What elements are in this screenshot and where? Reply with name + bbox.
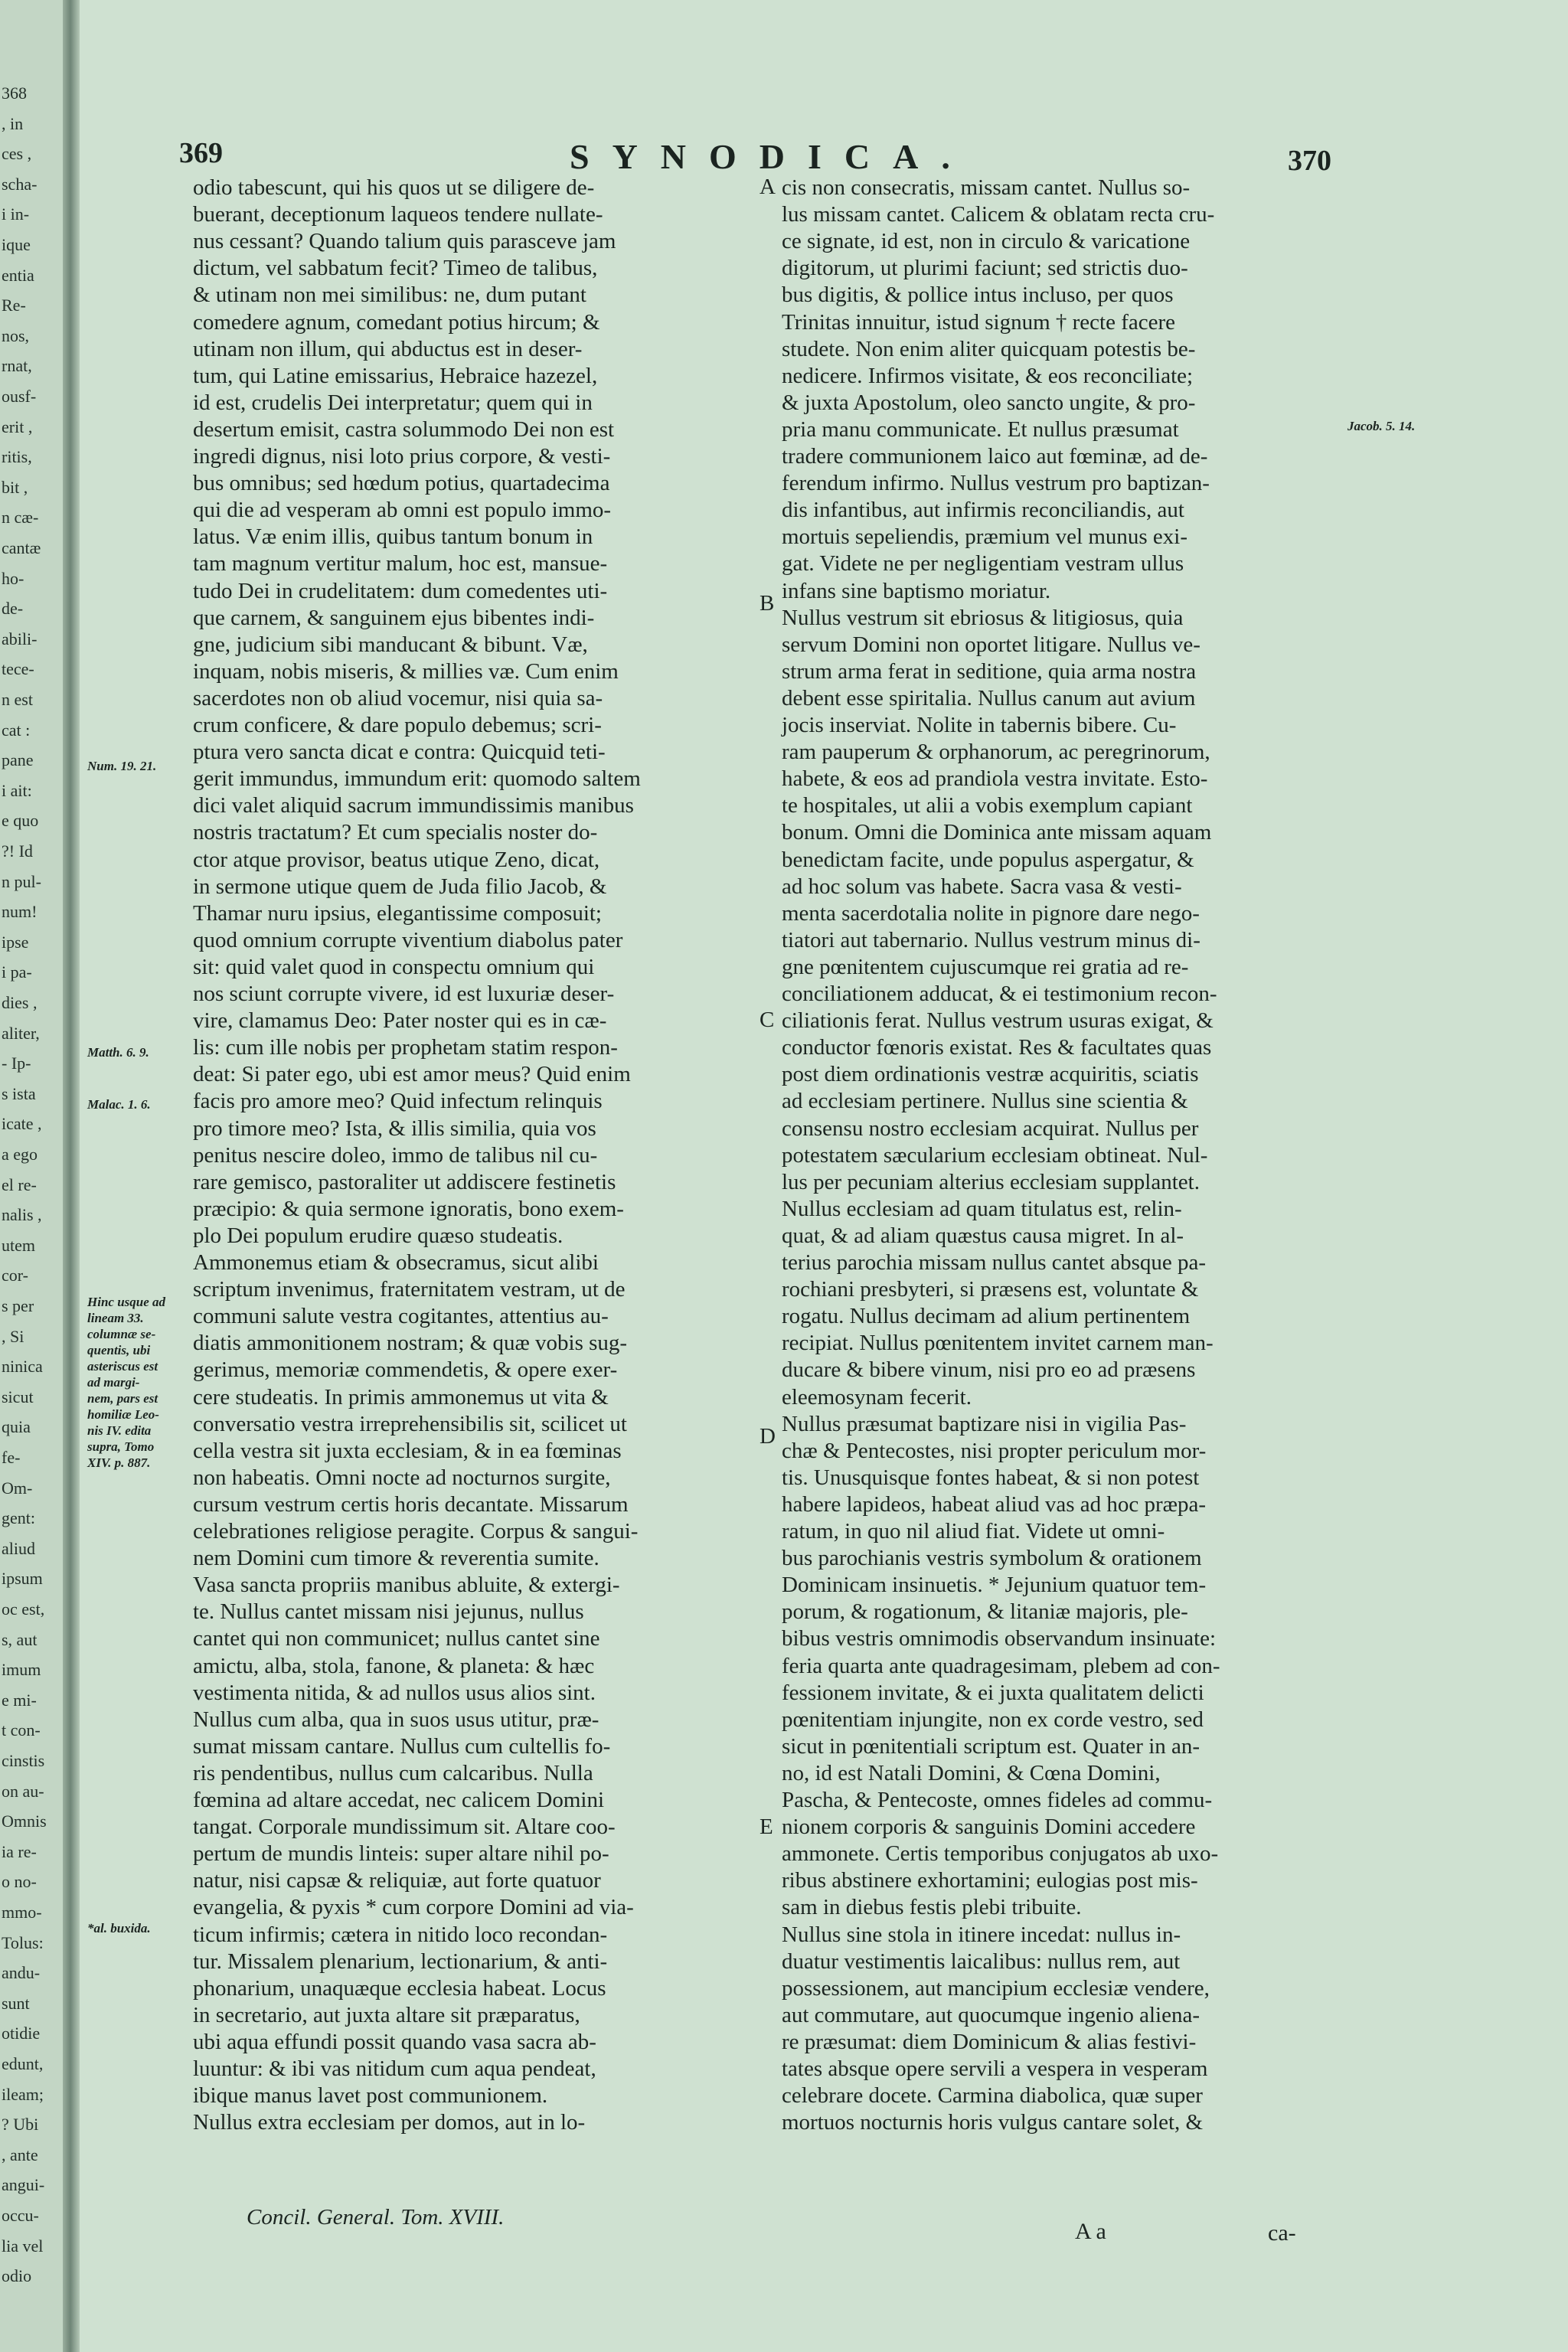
- previous-page-fragment: s per: [2, 1296, 34, 1315]
- margin-note-line: supra, Tomo: [87, 1439, 155, 1454]
- text-line: cursum vestrum certis horis decantate. Missarum: [193, 1491, 629, 1517]
- text-line: amictu, alba, stola, fanone, & planeta: & hæc: [193, 1653, 595, 1678]
- text-line: gerimus, memoriæ commendetis, & opere exer-: [193, 1357, 618, 1383]
- previous-page-fragment: Tolus:: [2, 1932, 44, 1952]
- previous-page-fragment: lia vel: [2, 2236, 44, 2256]
- text-line: Nullus vestrum sit ebriosus & litigiosus, quia: [782, 605, 1184, 630]
- previous-page-fragment: 368: [2, 83, 27, 103]
- text-line: scriptum invenimus, fraternitatem vestram, ut de: [193, 1277, 626, 1302]
- margin-note-homily-source: [87, 1294, 165, 1471]
- margin-note-line: asteriscus est: [87, 1359, 158, 1374]
- text-line: Vasa sancta propriis manibus abluite, & extergi-: [193, 1573, 620, 1598]
- text-line: ubi aqua effundi possit quando vasa sacra ab-: [193, 2029, 596, 2054]
- text-line: plo Dei populum erudire quæso studeatis.: [193, 1223, 564, 1248]
- text-line: cis non consecratis, missam cantet. Nullus so-: [782, 175, 1191, 200]
- text-line: no, id est Natali Domini, & Cœna Domini,: [782, 1760, 1161, 1785]
- previous-page-fragment: entia: [2, 265, 34, 285]
- text-line: ticum infirmis; cætera in nitido loco recondan-: [193, 1922, 608, 1947]
- text-line: quat, & ad aliam quæstus causa migret. In al-: [782, 1223, 1184, 1248]
- text-line: Nullus præsumat baptizare nisi in vigilia Pas-: [782, 1411, 1187, 1436]
- text-line: rare gemisco, pastoraliter ut addiscere festinetis: [193, 1169, 616, 1194]
- previous-page-fragment: cinstis: [2, 1751, 45, 1770]
- text-line: nionem corporis & sanguinis Domini accedere: [782, 1815, 1196, 1840]
- text-line: Thamar nuru ipsius, elegantissime composuit;: [193, 900, 602, 926]
- right-page-number: 370: [1288, 145, 1331, 177]
- text-line: ingredi dignus, nisi loto prius corpore, & vesti-: [193, 444, 611, 469]
- previous-page-fragment: ipse: [2, 932, 29, 952]
- previous-page-fragment: num!: [2, 902, 38, 922]
- previous-page-fragment: ousf-: [2, 387, 37, 406]
- text-line: aut commutare, aut quocumque ingenio aliena-: [782, 2002, 1200, 2027]
- previous-page-fragment: el re-: [2, 1174, 37, 1194]
- text-line: ferendum infirmo. Nullus vestrum pro baptizan-: [782, 471, 1210, 496]
- text-line: cere studeatis. In primis ammonemus ut vita &: [193, 1384, 609, 1410]
- section-marker-c: C: [760, 1008, 775, 1032]
- text-line: celebrationes religiose peragite. Corpus & sangui-: [193, 1519, 639, 1544]
- text-line: fessionem invitate, & ei juxta qualitatem delicti: [782, 1680, 1204, 1705]
- text-line: tis. Unusquisque fontes habeat, & si non potest: [782, 1465, 1200, 1490]
- text-line: debent esse spiritalia. Nullus canum aut avium: [782, 685, 1196, 710]
- text-line: feria quarta ante quadragesimam, plebem ad con-: [782, 1653, 1220, 1678]
- text-line: nem Domini cum timore & reverentia sumite.: [193, 1546, 599, 1571]
- text-line: dictum, vel sabbatum fecit? Timeo de talibus,: [193, 256, 598, 281]
- text-line: conductor fœnoris existat. Res & facultates quas: [782, 1035, 1212, 1060]
- text-line: nedicere. Infirmos visitate, & eos reconciliate;: [782, 363, 1194, 388]
- text-line: re præsumat: diem Dominicum & alias festivi-: [782, 2029, 1197, 2054]
- previous-page-fragment: aliud: [2, 1538, 35, 1558]
- text-line: & juxta Apostolum, oleo sancto ungite, & pro-: [782, 390, 1196, 415]
- previous-page-fragment: n est: [2, 690, 33, 709]
- text-line: potestatem sæcularium ecclesiam obtineat. Nul-: [782, 1142, 1208, 1168]
- text-line: buerant, deceptionum laqueos tendere nullate-: [193, 202, 603, 227]
- text-line: penitus nescire doleo, immo de talibus nil cu-: [193, 1142, 598, 1168]
- text-line: ptura vero sancta dicat e contra: Quicquid teti-: [193, 740, 606, 765]
- text-line: habete, & eos ad prandiola vestra invitate. Esto-: [782, 766, 1208, 792]
- previous-page-fragment: nalis ,: [2, 1205, 42, 1225]
- text-line: post diem ordinationis vestræ acquiritis, sciatis: [782, 1062, 1199, 1087]
- previous-page-fragment: o no-: [2, 1872, 37, 1892]
- text-line: bibus vestris omnimodis observandum insinuate:: [782, 1626, 1217, 1651]
- left-page-number: 369: [179, 137, 223, 169]
- previous-page-fragment: ? Ubi: [2, 2115, 39, 2135]
- text-line: servum Domini non oportet litigare. Nullus ve-: [782, 632, 1200, 657]
- previous-page-fragment: n cæ-: [2, 508, 39, 528]
- previous-page-fragment: utem: [2, 1235, 35, 1255]
- previous-page-fragment: i pa-: [2, 962, 32, 982]
- text-line: mortuis sepeliendis, præmium vel munus exi-: [782, 524, 1188, 550]
- previous-page-fragment: , ante: [2, 2145, 38, 2164]
- section-marker-e: E: [760, 1815, 773, 1839]
- text-line: ram pauperum & orphanorum, ac peregrinorum,: [782, 740, 1210, 765]
- section-marker-a: A: [760, 175, 776, 199]
- text-line: natur, nisi capsæ & reliquiæ, aut forte quatuor: [193, 1868, 601, 1893]
- text-line: lus missam cantet. Calicem & oblatam recta cru-: [782, 202, 1215, 227]
- text-line: menta sacerdotalia nolite in pignore dare nego-: [782, 900, 1200, 926]
- text-line: dici valet aliquid sacrum immundissimis manibus: [193, 793, 634, 818]
- page-title: SYNODICA.: [570, 137, 973, 176]
- text-line: gne, judicium sibi manducant & bibunt. Væ,: [193, 632, 588, 657]
- margin-note-line: quentis, ubi: [87, 1343, 151, 1357]
- previous-page-fragment: erit ,: [2, 416, 33, 436]
- text-line: tangat. Corporale mundissimum sit. Altare coo-: [193, 1815, 616, 1840]
- text-line: conciliationem adducat, & ei testimonium recon-: [782, 982, 1217, 1006]
- text-line: ammonete. Certis temporibus conjugatos ab uxo-: [782, 1841, 1219, 1867]
- text-line: terius parochia missam nullus cantet absque pa-: [782, 1250, 1207, 1275]
- previous-page-fragment: i ait:: [2, 780, 32, 800]
- previous-page-fragment: Om-: [2, 1478, 33, 1498]
- text-line: possessionem, aut mancipium ecclesiæ vendere,: [782, 1975, 1210, 2001]
- previous-page-fragment: on au-: [2, 1781, 44, 1801]
- text-line: rogatu. Nullus decimam ad alium pertinentem: [782, 1304, 1191, 1329]
- margin-note-line: homiliæ Leo-: [87, 1407, 159, 1422]
- previous-page-fragment: sunt: [2, 1993, 30, 2013]
- text-line: digitorum, ut plurimi faciunt; sed strictis duo-: [782, 256, 1188, 281]
- previous-page-fragment: occu-: [2, 2206, 39, 2225]
- previous-page-fragment: Re-: [2, 296, 26, 315]
- previous-page-fragment: n pul-: [2, 871, 41, 891]
- previous-page-fragment: nos,: [2, 325, 30, 345]
- margin-note-line: nis IV. edita: [87, 1423, 152, 1438]
- text-line: te hospitales, ut alii a vobis exemplum capiant: [782, 793, 1193, 818]
- text-line: bus omnibus; sed hœdum potius, quartadecima: [193, 471, 610, 496]
- text-line: gne pœnitentem cujuscumque rei gratia ad re-: [782, 954, 1189, 979]
- previous-page-fragment: tece-: [2, 659, 34, 679]
- text-line: jocis inserviat. Nolite in tabernis bibere. Cu-: [782, 713, 1177, 737]
- text-line: cella vestra sit juxta ecclesiam, & in ea fœminas: [193, 1438, 622, 1463]
- text-line: studete. Non enim aliter quicquam potestis be-: [782, 336, 1196, 361]
- text-line: nostris tractatum? Et cum specialis noster do-: [193, 820, 598, 845]
- text-line: ribus abstinere exhortamini; eulogias post mis-: [782, 1868, 1198, 1893]
- text-line: quod omnium corrupte viventium diabolus pater: [193, 927, 623, 952]
- text-line: vestimenta nitida, & ad nullos usus alios sint.: [193, 1680, 596, 1705]
- text-line: ducare & bibere vinum, nisi pro eo ad præsens: [782, 1357, 1196, 1383]
- previous-page-fragment: ?! Id: [2, 841, 33, 861]
- text-line: infans sine baptismo moriatur.: [782, 578, 1051, 603]
- previous-page-fragment: - Ip-: [2, 1054, 31, 1073]
- text-line: te. Nullus cantet missam nisi jejunus, nullus: [193, 1599, 584, 1625]
- previous-page-fragment: cantæ: [2, 538, 41, 557]
- text-line: strum arma ferat in seditione, quia arma nostra: [782, 658, 1197, 684]
- previous-page-fragment: icate ,: [2, 1114, 42, 1134]
- text-line: ibique manus lavet post communionem.: [193, 2083, 548, 2109]
- text-line: ctor atque provisor, beatus utique Zeno, dicat,: [193, 847, 600, 872]
- text-line: tam magnum vertitur malum, hoc est, mansue-: [193, 551, 608, 577]
- previous-page-fragment: ique: [2, 235, 31, 254]
- previous-page-fragment: Omnis: [2, 1811, 47, 1831]
- text-line: deat: Si pater ego, ubi est amor meus? Quid enim: [193, 1062, 631, 1087]
- text-line: evangelia, & pyxis * cum corpore Domini ad via-: [193, 1895, 634, 1920]
- text-line: præcipio: & quia sermone ignoratis, bono exem-: [193, 1196, 624, 1221]
- text-line: rochiani presbyteri, si præsens est, voluntate &: [782, 1277, 1199, 1302]
- text-line: odio tabescunt, qui his quos ut se diligere de-: [193, 175, 595, 200]
- text-line: luuntur: & ibi vas nitidum cum aqua pendeat,: [193, 2056, 596, 2081]
- margin-note-matth: Matth. 6. 9.: [87, 1045, 149, 1060]
- text-line: nos sciunt corrupte vivere, id est luxuriæ deser-: [193, 982, 615, 1006]
- previous-page-fragment: edunt,: [2, 2054, 44, 2073]
- text-line: habere lapideos, habeat aliud vas ad hoc præpa-: [782, 1491, 1207, 1517]
- text-line: tradere communionem laico aut fœminæ, ad de-: [782, 444, 1208, 469]
- previous-page-fragment: t con-: [2, 1720, 41, 1740]
- text-line: lis: cum ille nobis per prophetam statim respon-: [193, 1035, 618, 1060]
- text-line: comedere agnum, comedant potius hircum; &: [193, 309, 600, 335]
- text-line: & utinam non mei similibus: ne, dum putant: [193, 283, 586, 308]
- text-line: eleemosynam fecerit.: [782, 1384, 972, 1410]
- text-line: vire, clamamus Deo: Pater noster qui es in cæ-: [193, 1008, 607, 1034]
- previous-page-fragment: cor-: [2, 1266, 28, 1285]
- text-line: pertum de mundis linteis: super altare nihil po-: [193, 1841, 609, 1867]
- text-line: dis infantibus, aut infirmis reconciliandis, aut: [782, 498, 1184, 523]
- text-line: Nullus ecclesiam ad quam titulatus est, relin-: [782, 1196, 1182, 1221]
- text-line: bus parochianis vestris symbolum & orationem: [782, 1546, 1202, 1571]
- text-line: id est, crudelis Dei interpretatur; quem qui in: [193, 390, 593, 415]
- text-line: qui die ad vesperam ab omni est populo immo-: [193, 498, 612, 523]
- previous-page-fragment: i in-: [2, 204, 30, 224]
- previous-page-fragment: , in: [2, 113, 24, 133]
- text-line: tur. Missalem plenarium, lectionarium, & anti-: [193, 1949, 608, 1974]
- text-line: benedictam facite, unde populus aspergatur, &: [782, 847, 1194, 872]
- previous-page-fragment: rnat,: [2, 356, 32, 376]
- text-line: ris pendentibus, nullus cum calcaribus. Nulla: [193, 1760, 593, 1785]
- text-line: gat. Videte ne per negligentiam vestram ullus: [782, 551, 1184, 577]
- text-line: porum, & rogationum, & litaniæ majoris, ple-: [782, 1599, 1188, 1625]
- margin-note-line: lineam 33.: [87, 1311, 144, 1325]
- text-line: diatis ammonitionem nostram; & quæ vobis sug-: [193, 1331, 628, 1356]
- text-line: duatur vestimentis laicalibus: nullus rem, aut: [782, 1949, 1181, 1974]
- text-line: tates absque opere servili a vespera in vesperam: [782, 2056, 1208, 2081]
- text-line: desertum emisit, castra solummodo Dei non est: [193, 416, 615, 442]
- text-line: utinam non illum, qui abductus est in deser-: [193, 336, 583, 361]
- footer-source: Concil. General. Tom. XVIII.: [247, 2205, 505, 2230]
- previous-page-fragment: ninica: [2, 1357, 43, 1377]
- text-line: crum conficere, & dare populo debemus; scri-: [193, 713, 602, 737]
- text-line: non habeatis. Omni nocte ad nocturnos surgite,: [193, 1465, 611, 1490]
- previous-page-fragment: ileam;: [2, 2084, 44, 2104]
- margin-note-malac: Malac. 1. 6.: [87, 1097, 151, 1112]
- text-line: ciliationis ferat. Nullus vestrum usuras exigat, &: [782, 1008, 1214, 1034]
- previous-page-fragment: bit ,: [2, 477, 28, 497]
- previous-page-fragment: angui-: [2, 2175, 45, 2195]
- text-line: pro timore meo? Ista, & illis similia, quia vos: [193, 1116, 596, 1141]
- margin-note-jacob: Jacob. 5. 14.: [1348, 419, 1416, 433]
- margin-note-line: columnæ se-: [87, 1327, 156, 1341]
- text-line: nus cessant? Quando talium quis parasceve jam: [193, 229, 616, 254]
- text-line: Dominicam insinuetis. * Jejunium quatuor tem-: [782, 1573, 1207, 1598]
- previous-page-fragment: otidie: [2, 2024, 41, 2043]
- previous-page-fragment: abili-: [2, 629, 38, 648]
- margin-note-line: ad margi-: [87, 1375, 140, 1390]
- section-marker-d: D: [760, 1424, 776, 1449]
- book-spine: [63, 0, 80, 2352]
- text-line: tudo Dei in crudelitatem: dum comedentes uti-: [193, 578, 608, 603]
- previous-page-fragment: s, aut: [2, 1629, 38, 1649]
- previous-page-fragment: andu-: [2, 1963, 41, 1983]
- footer-catchword: ca-: [1268, 2220, 1296, 2246]
- text-line: sit: quid valet quod in conspectu omnium qui: [193, 954, 595, 979]
- text-line: facis pro amore meo? Quid infectum relinquis: [193, 1089, 603, 1114]
- footer-signature: A a: [1075, 2219, 1106, 2244]
- text-line: lus per pecuniam alterius ecclesiam supplantet.: [782, 1169, 1200, 1194]
- text-line: bonum. Omni die Dominica ante missam aquam: [782, 820, 1212, 845]
- text-line: sacerdotes non ob aliud vocemur, nisi quia sa-: [193, 685, 603, 710]
- margin-note-buxida: *al. buxida.: [87, 1921, 151, 1936]
- text-line: conversatio vestra irreprehensibilis sit, scilicet ut: [193, 1411, 627, 1436]
- previous-page-fragment: scha-: [2, 174, 38, 194]
- text-line: latus. Væ enim illis, quibus tantum bonum in: [193, 524, 593, 550]
- previous-page-fragment: ho-: [2, 568, 24, 588]
- text-line: Nullus extra ecclesiam per domos, aut in lo-: [193, 2110, 586, 2135]
- previous-page-fragment: cat :: [2, 720, 31, 740]
- previous-page-fragment: fe-: [2, 1448, 21, 1467]
- text-line: sam in diebus festis plebi tribuite.: [782, 1895, 1082, 1920]
- text-line: recipiat. Nullus pœnitentem invitet carnem man-: [782, 1331, 1214, 1356]
- previous-page-fragment: aliter,: [2, 1023, 40, 1043]
- previous-page-fragment: dies ,: [2, 993, 38, 1012]
- text-line: sumat missam cantare. Nullus cum cultellis fo-: [193, 1733, 611, 1759]
- previous-page-fragment: , Si: [2, 1326, 24, 1346]
- text-line: Ammonemus etiam & obsecramus, sicut alibi: [193, 1250, 599, 1275]
- text-line: in sermone utique quem de Juda filio Jacob, &: [193, 874, 607, 899]
- section-marker-b: B: [760, 591, 775, 616]
- previous-page-fragment: e mi-: [2, 1690, 37, 1710]
- margin-note-line: XIV. p. 887.: [87, 1455, 151, 1470]
- text-line: bus digitis, & pollice intus incluso, per quos: [782, 283, 1174, 308]
- text-line: pria manu communicate. Et nullus præsumat: [782, 416, 1179, 442]
- previous-page-fragment: odio: [2, 2266, 32, 2286]
- text-line: in secretario, aut juxta altare sit præparatus,: [193, 2002, 580, 2027]
- margin-note-line: Hinc usque ad: [87, 1295, 166, 1309]
- previous-page-fragment: oc est,: [2, 1599, 45, 1619]
- previous-page-fragment: quia: [2, 1417, 31, 1437]
- previous-page-fragment: sicut: [2, 1387, 34, 1406]
- previous-page-fragment: de-: [2, 599, 24, 619]
- text-line: Nullus cum alba, qua in suos usus utitur, præ-: [193, 1707, 599, 1732]
- text-line: celebrare docete. Carmina diabolica, quæ super: [782, 2083, 1203, 2109]
- text-line: ad ecclesiam pertinere. Nullus sine scientia &: [782, 1089, 1188, 1114]
- text-line: ratum, in quo nil aliud fiat. Videte ut omni-: [782, 1519, 1165, 1544]
- text-line: Pascha, & Pentecoste, omnes fideles ad commu-: [782, 1788, 1213, 1812]
- text-line: fœmina ad altare accedat, nec calicem Domini: [193, 1788, 605, 1812]
- text-line: que carnem, & sanguinem ejus bibentes indi-: [193, 605, 595, 630]
- text-line: cantet qui non communicet; nullus cantet sine: [193, 1626, 600, 1651]
- previous-page-fragment: gent:: [2, 1508, 35, 1528]
- previous-page-fragment: e quo: [2, 811, 39, 831]
- text-line: ce signate, id est, non in circulo & varicatione: [782, 229, 1191, 254]
- text-line: tiatori aut tabernario. Nullus vestrum minus di-: [782, 927, 1200, 952]
- text-line: phonarium, unaquæque ecclesia habeat. Locus: [193, 1975, 606, 2001]
- previous-page-fragment: mmo-: [2, 1903, 42, 1922]
- text-line: chæ & Pentecostes, nisi propter periculum mor-: [782, 1438, 1207, 1463]
- previous-page-fragment: s ista: [2, 1083, 36, 1103]
- margin-note-line: nem, pars est: [87, 1391, 158, 1406]
- previous-page-fragment: ia re-: [2, 1841, 37, 1861]
- text-line: inquam, nobis miseris, & millies væ. Cum enim: [193, 658, 619, 684]
- book-page: [80, 0, 1568, 2352]
- previous-page-fragment: ipsum: [2, 1569, 43, 1589]
- text-line: consensu nostro ecclesiam acquirat. Nullus per: [782, 1116, 1199, 1141]
- previous-page-fragment: ces ,: [2, 144, 32, 164]
- text-line: sicut in pœnitentiali scriptum est. Quater in an-: [782, 1733, 1200, 1759]
- previous-page-fragment: imum: [2, 1660, 41, 1680]
- margin-note-num: Num. 19. 21.: [87, 759, 157, 773]
- text-line: mortuos nocturnis horis vulgus cantare solet, &: [782, 2110, 1204, 2135]
- text-line: ad hoc solum vas habete. Sacra vasa & vesti-: [782, 874, 1182, 899]
- text-line: Nullus sine stola in itinere incedat: nullus in-: [782, 1922, 1181, 1947]
- previous-page-fragment: pane: [2, 750, 34, 770]
- previous-page-fragment: a ego: [2, 1145, 38, 1164]
- text-line: pœnitentiam injungite, non ex corde vestro, sed: [782, 1707, 1204, 1732]
- text-line: Trinitas innuitur, istud signum † recte facere: [782, 309, 1176, 335]
- text-line: gerit immundus, immundum erit: quomodo saltem: [193, 766, 641, 792]
- text-line: tum, qui Latine emissarius, Hebraice hazezel,: [193, 363, 598, 388]
- text-line: communi salute vestra cogitantes, attentius au-: [193, 1304, 609, 1329]
- previous-page-fragment: ritis,: [2, 447, 32, 467]
